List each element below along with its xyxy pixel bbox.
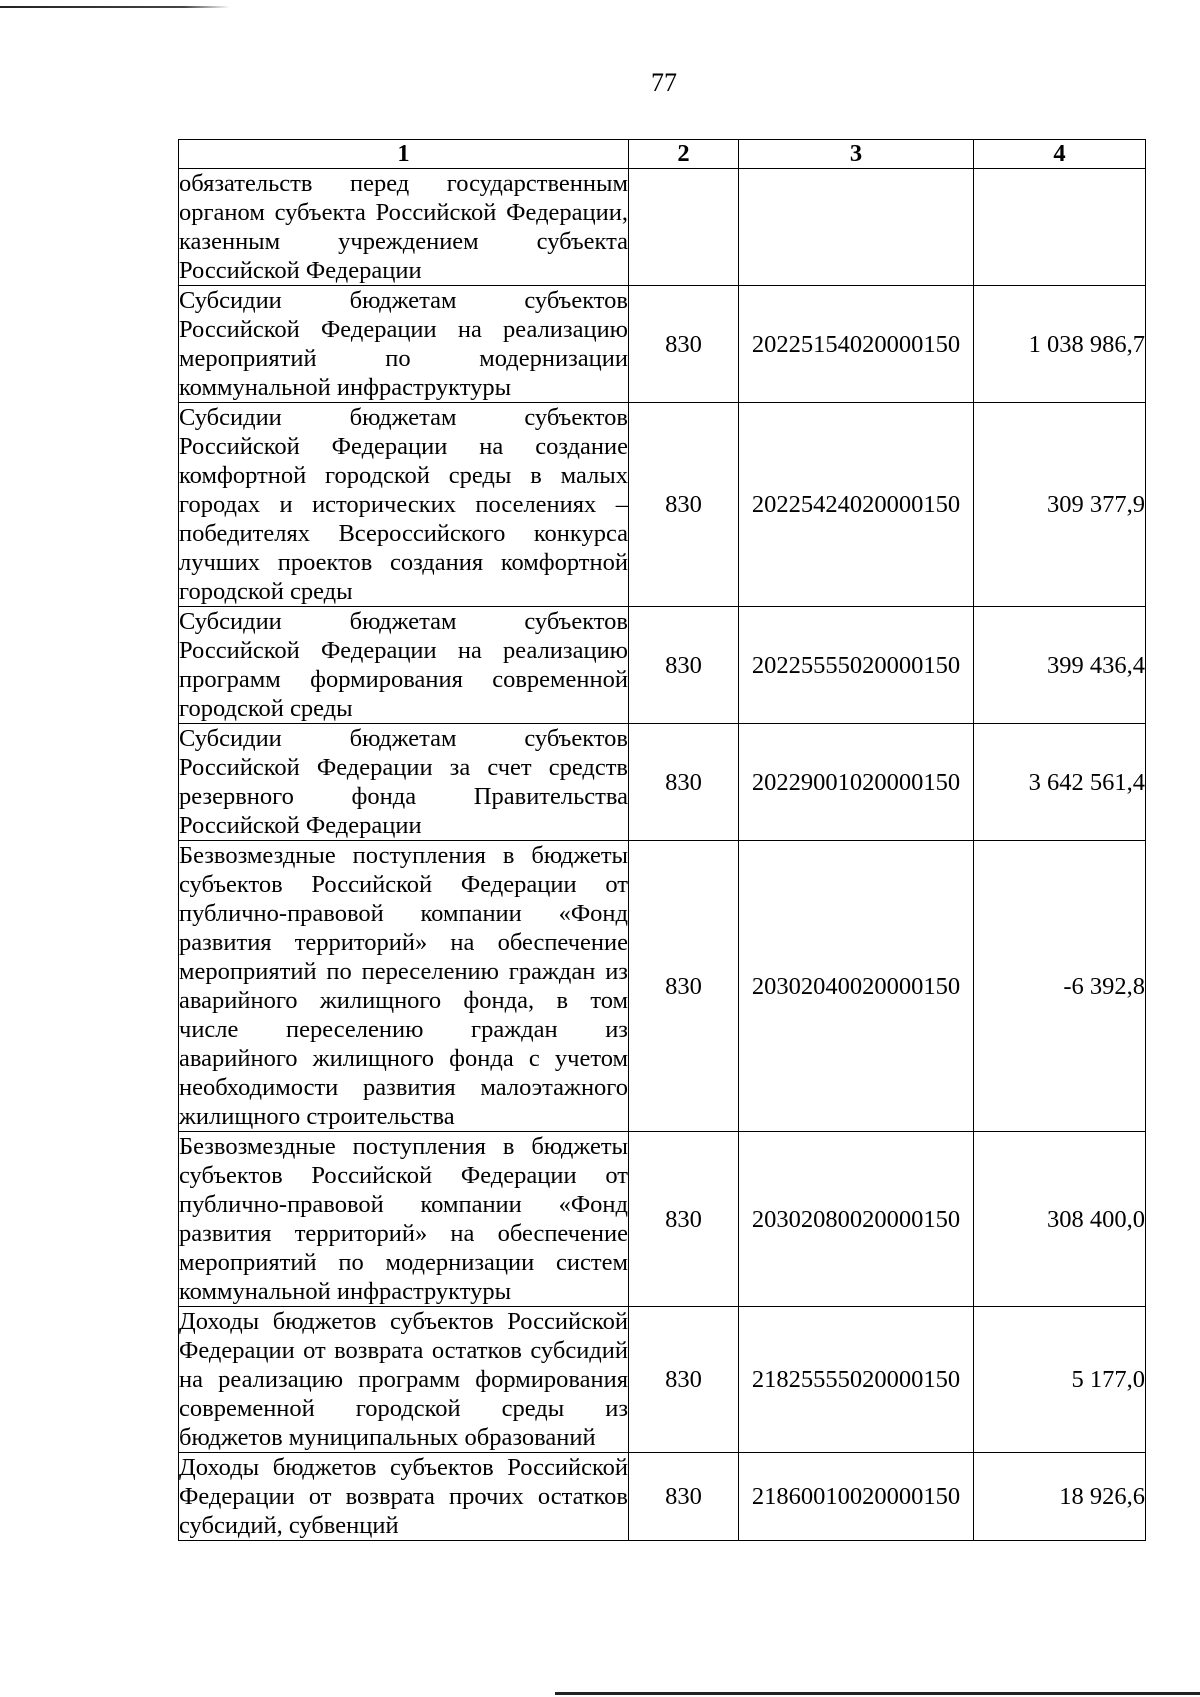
- table-row: [179, 841, 1146, 1132]
- scan-edge-line-top: [0, 6, 230, 8]
- admin-code: 830: [629, 724, 739, 841]
- row-description: Доходы бюджетов субъектов Российской Федерации от возврата остатков субсидий на реализацию программ формирования современной городской среды из бюджетов муниципальных образований: [179, 1308, 628, 1451]
- table-row: [179, 286, 1146, 403]
- amount: 3 642 561,4: [974, 724, 1146, 841]
- table-row: [179, 1307, 1146, 1453]
- admin-code: 830: [629, 607, 739, 724]
- row-description: обязательств перед государственным органом субъекта Российской Федерации, казенным учреждением субъекта Российской Федерации: [179, 170, 628, 284]
- amount: 399 436,4: [974, 607, 1146, 724]
- row-description: Субсидии бюджетам субъектов Российской Федерации на реализацию программ формирования современной городской среды: [179, 608, 628, 722]
- column-header-4: 4: [974, 140, 1146, 169]
- row-description: Безвозмездные поступления в бюджеты субъектов Российской Федерации от публично-правовой компании «Фонд развития территорий» на обеспечение мероприятий по переселению граждан из аварийного жилищного фонда, в том числе переселению граждан из аварийного жилищного фонда с учетом необходимости развития малоэтажного жилищного строительства: [179, 842, 628, 1130]
- admin-code: [629, 169, 739, 286]
- amount: 308 400,0: [974, 1132, 1146, 1307]
- budget-classification-code: [739, 169, 974, 286]
- table-row: [179, 607, 1146, 724]
- budget-classification-code: 20225424020000150: [739, 403, 974, 607]
- amount: [974, 169, 1146, 286]
- row-description: Субсидии бюджетам субъектов Российской Федерации за счет средств резервного фонда Правительства Российской Федерации: [179, 725, 628, 839]
- row-description: Субсидии бюджетам субъектов Российской Федерации на реализацию мероприятий по модернизации коммунальной инфраструктуры: [179, 287, 628, 401]
- amount: -6 392,8: [974, 841, 1146, 1132]
- admin-code: 830: [629, 841, 739, 1132]
- budget-classification-code: 20225555020000150: [739, 607, 974, 724]
- budget-classification-code: 20225154020000150: [739, 286, 974, 403]
- admin-code: 830: [629, 1453, 739, 1541]
- row-description: Субсидии бюджетам субъектов Российской Федерации на создание комфортной городской среды в малых городах и исторических поселениях – победителях Всероссийского конкурса лучших проектов создания комфортной городской среды: [179, 404, 628, 605]
- table-header-row: [179, 140, 1146, 169]
- amount: 1 038 986,7: [974, 286, 1146, 403]
- row-description: Доходы бюджетов субъектов Российской Федерации от возврата прочих остатков субсидий, субвенций: [179, 1454, 628, 1539]
- scan-edge-line-bottom: [555, 1692, 1200, 1695]
- page-number: 77: [651, 68, 677, 97]
- amount: 18 926,6: [974, 1453, 1146, 1541]
- amount: 5 177,0: [974, 1307, 1146, 1453]
- budget-classification-code: 21825555020000150: [739, 1307, 974, 1453]
- column-header-1: 1: [179, 140, 629, 169]
- admin-code: 830: [629, 1307, 739, 1453]
- admin-code: 830: [629, 403, 739, 607]
- table-row: [179, 1132, 1146, 1307]
- budget-classification-code: 20229001020000150: [739, 724, 974, 841]
- table-row: [179, 169, 1146, 286]
- column-header-3: 3: [739, 140, 974, 169]
- column-header-2: 2: [629, 140, 739, 169]
- row-description: Безвозмездные поступления в бюджеты субъектов Российской Федерации от публично-правовой компании «Фонд развития территорий» на обеспечение мероприятий по модернизации систем коммунальной инфраструктуры: [179, 1133, 628, 1305]
- budget-classification-code: 20302040020000150: [739, 841, 974, 1132]
- admin-code: 830: [629, 286, 739, 403]
- budget-classification-code: 21860010020000150: [739, 1453, 974, 1541]
- revenue-table: [178, 139, 1146, 1541]
- admin-code: 830: [629, 1132, 739, 1307]
- table-row: [179, 724, 1146, 841]
- amount: 309 377,9: [974, 403, 1146, 607]
- budget-classification-code: 20302080020000150: [739, 1132, 974, 1307]
- table-row: [179, 403, 1146, 607]
- table-row: [179, 1453, 1146, 1541]
